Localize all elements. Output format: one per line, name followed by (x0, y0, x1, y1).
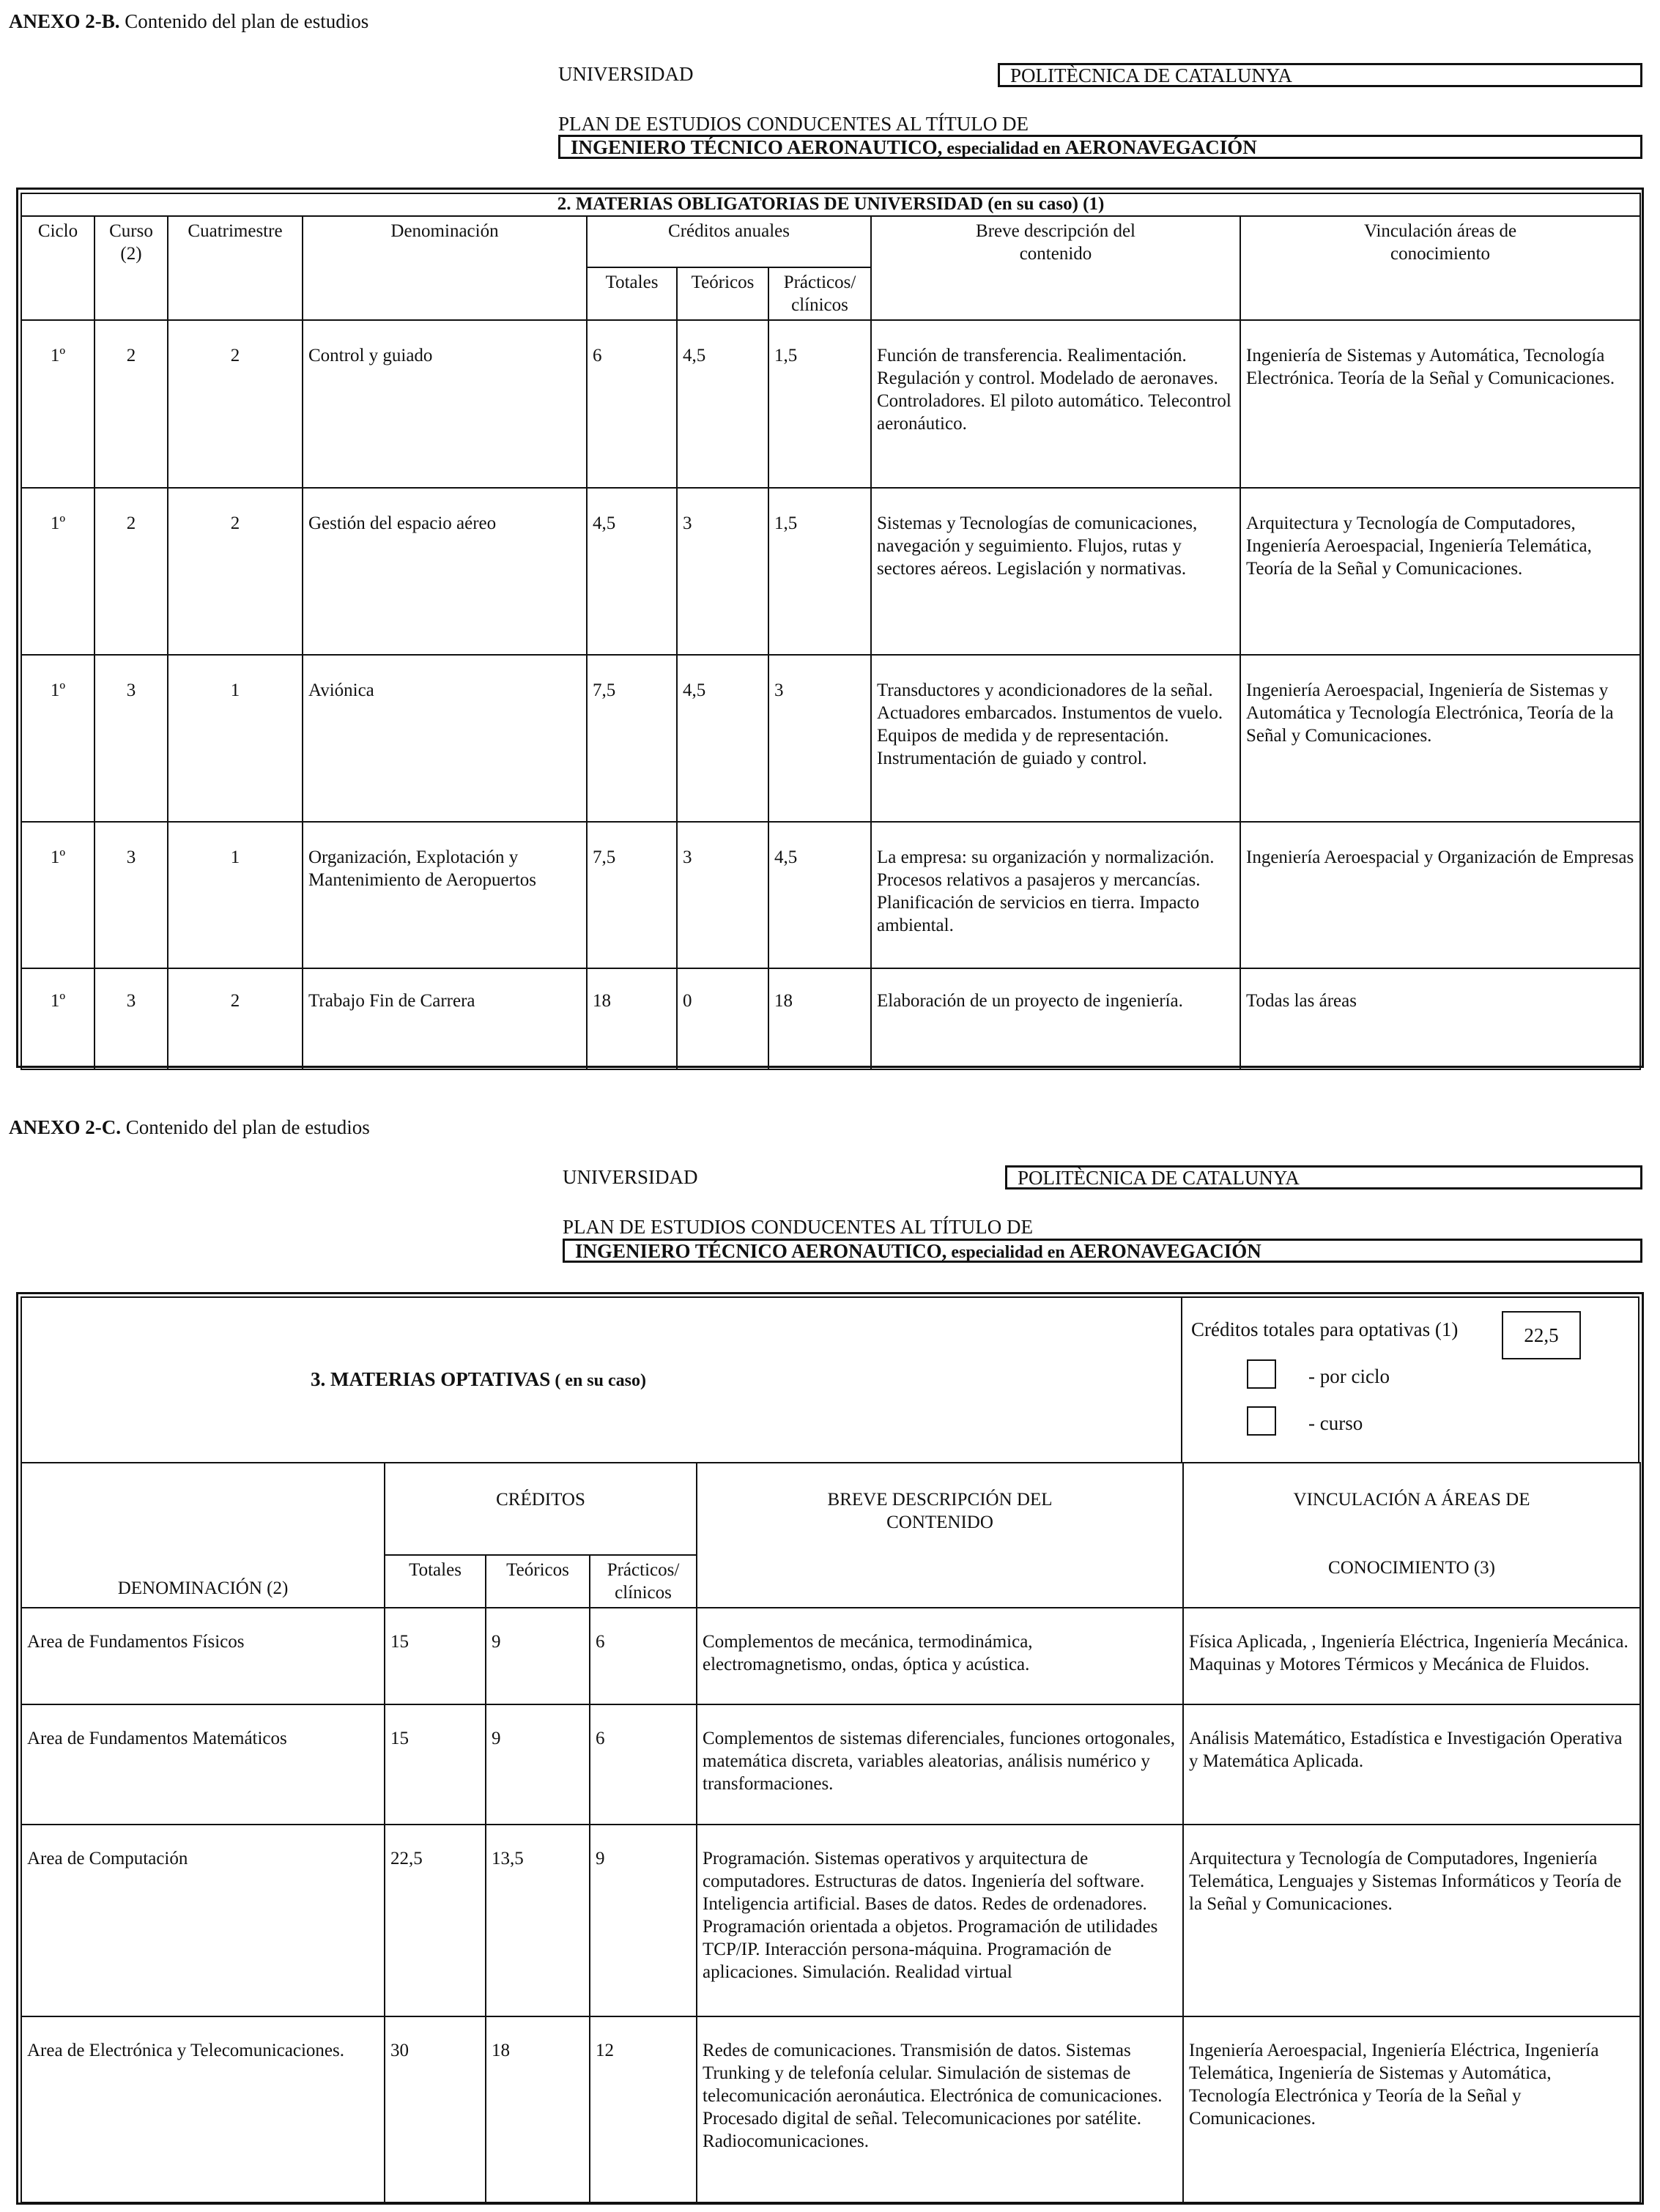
cell-practicos: 12 (590, 2016, 697, 2202)
header-denominacion-c: DENOMINACIÓN (2) (21, 1463, 385, 1608)
cell-vinculacion: Ingeniería Aeroespacial, Ingeniería Eléctrica, Ingeniería Telemática, Ingeniería de Sistemas y Automática, Tecnología Electrónica y Teoría de la Señal y Comunicaciones. (1183, 2016, 1640, 2202)
creditos-totales-label: Créditos totales para optativas (1) (1191, 1318, 1459, 1340)
cell-practicos: 1,5 (768, 320, 871, 488)
cell-practicos: 3 (768, 655, 871, 822)
cell-descripcion: Función de transferencia. Realimentación. Regulación y control. Modelado de aeronaves. Controladores. El piloto automático. Telecontrol aeronáutico. (871, 320, 1240, 488)
header-teoricos-c: Teóricos (486, 1555, 590, 1608)
cell-practicos: 6 (590, 1608, 697, 1704)
cell-curso: 3 (95, 822, 168, 968)
universidad-label-c: UNIVERSIDAD (563, 1166, 698, 1188)
por-ciclo-checkbox[interactable] (1247, 1359, 1276, 1389)
cell-teoricos: 4,5 (677, 320, 768, 488)
cell-vinculacion: Análisis Matemático, Estadística e Investigación Operativa y Matemática Aplicada. (1183, 1704, 1640, 1825)
degree-title-c: INGENIERO TÉCNICO AERONAUTICO, especialidad en AERONAVEGACIÓN (563, 1239, 1642, 1263)
cell-totales: 7,5 (587, 655, 677, 822)
cell-curso: 3 (95, 968, 168, 1069)
header-curso: Curso (2) (95, 216, 168, 320)
cell-cuatrimestre: 1 (168, 655, 303, 822)
header-denominacion: Denominación (303, 216, 587, 320)
cell-denominacion: Aviónica (303, 655, 587, 822)
cell-denominacion: Area de Fundamentos Matemáticos (21, 1704, 385, 1825)
cell-practicos: 4,5 (768, 822, 871, 968)
cell-denominacion: Trabajo Fin de Carrera (303, 968, 587, 1069)
header-totales-c: Totales (385, 1555, 486, 1608)
plan-label-c: PLAN DE ESTUDIOS CONDUCENTES AL TÍTULO DE (563, 1216, 1033, 1238)
cell-teoricos: 9 (486, 1608, 590, 1704)
table-row (21, 655, 1640, 822)
cell-descripcion: Elaboración de un proyecto de ingeniería. (871, 968, 1240, 1069)
cell-practicos: 18 (768, 968, 871, 1069)
cell-totales: 18 (587, 968, 677, 1069)
cell-cuatrimestre: 2 (168, 968, 303, 1069)
header-practicos: Prácticos/ clínicos (768, 267, 871, 320)
cell-ciclo: 1º (21, 488, 95, 655)
table-row (21, 1608, 1640, 1704)
cell-totales: 22,5 (385, 1825, 486, 2016)
cell-denominacion: Organización, Explotación y Mantenimiento de Aeropuertos (303, 822, 587, 968)
cell-descripcion: La empresa: su organización y normalización. Procesos relativos a pasajeros y mercancías. Planificación de servicios en tierra. Impacto ambiental. (871, 822, 1240, 968)
cell-teoricos: 18 (486, 2016, 590, 2202)
table-row (21, 320, 1640, 488)
cell-ciclo: 1º (21, 320, 95, 488)
cell-teoricos: 9 (486, 1704, 590, 1825)
cell-teoricos: 4,5 (677, 655, 768, 822)
annex-b-table (21, 193, 1641, 1070)
cell-denominacion: Area de Computación (21, 1825, 385, 2016)
cell-denominacion: Area de Fundamentos Físicos (21, 1608, 385, 1704)
cell-teoricos: 13,5 (486, 1825, 590, 2016)
cell-cuatrimestre: 1 (168, 822, 303, 968)
cell-denominacion: Area de Electrónica y Telecomunicaciones. (21, 2016, 385, 2202)
cell-ciclo: 1º (21, 822, 95, 968)
header-vinculacion-c (1183, 1463, 1640, 1608)
table-row (21, 968, 1640, 1069)
por-ciclo-label: - por ciclo (1308, 1365, 1390, 1387)
table-row (21, 2016, 1640, 2202)
header-ciclo: Ciclo (21, 216, 95, 320)
cell-teoricos: 3 (677, 488, 768, 655)
annex-c-heading: ANEXO 2-C. Contenido del plan de estudios (9, 1116, 370, 1138)
header-teoricos: Teóricos (677, 267, 768, 320)
cell-curso: 2 (95, 488, 168, 655)
cell-teoricos: 3 (677, 822, 768, 968)
cell-totales: 7,5 (587, 822, 677, 968)
cell-vinculacion: Todas las áreas (1240, 968, 1640, 1069)
cell-descripcion: Sistemas y Tecnologías de comunicaciones, navegación y seguimiento. Flujos, rutas y sectores aéreos. Legislación y normativas. (871, 488, 1240, 655)
cell-vinculacion: Física Aplicada, , Ingeniería Eléctrica, Ingeniería Mecánica. Maquinas y Motores Térmicos y Mecánica de Fluidos. (1183, 1608, 1640, 1704)
plan-label: PLAN DE ESTUDIOS CONDUCENTES AL TÍTULO DE (558, 113, 1029, 135)
cell-curso: 2 (95, 320, 168, 488)
table-row (21, 1825, 1640, 2016)
cell-totales: 4,5 (587, 488, 677, 655)
cell-vinculacion: Arquitectura y Tecnología de Computadores, Ingeniería Aeroespacial, Ingeniería Telemática, Teoría de la Señal y Comunicaciones. (1240, 488, 1640, 655)
cell-vinculacion: Ingeniería de Sistemas y Automática, Tecnología Electrónica. Teoría de la Señal y Comunicaciones. (1240, 320, 1640, 488)
annex-b-table-title: 2. MATERIAS OBLIGATORIAS DE UNIVERSIDAD (en su caso) (1) (21, 193, 1640, 216)
header-cuatrimestre: Cuatrimestre (168, 216, 303, 320)
creditos-totales-value: 22,5 (1502, 1311, 1581, 1359)
cell-descripcion: Programación. Sistemas operativos y arquitectura de computadores. Estructuras de datos. Ingeniería del software. Inteligencia artificial. Bases de datos. Redes de ordenadores. Programación orientada a objetos. Programación de utilidades TCP/IP. Interacción persona-máquina. Programación de aplicaciones. Simulación. Realidad virtual (697, 1825, 1183, 2016)
cell-cuatrimestre: 2 (168, 488, 303, 655)
cell-denominacion: Gestión del espacio aéreo (303, 488, 587, 655)
header-descripcion-c: BREVE DESCRIPCIÓN DEL CONTENIDO (697, 1463, 1183, 1608)
cell-totales: 15 (385, 1608, 486, 1704)
cell-totales: 15 (385, 1704, 486, 1825)
cell-practicos: 9 (590, 1825, 697, 2016)
table-row (21, 1704, 1640, 1825)
cell-teoricos: 0 (677, 968, 768, 1069)
cell-denominacion: Control y guiado (303, 320, 587, 488)
header-vinculacion: Vinculación áreas de conocimiento (1240, 216, 1640, 320)
cell-practicos: 6 (590, 1704, 697, 1825)
cell-curso: 3 (95, 655, 168, 822)
table-row (21, 822, 1640, 968)
header-descripcion: Breve descripción del contenido (871, 216, 1240, 320)
degree-title: INGENIERO TÉCNICO AERONAUTICO, especialidad en AERONAVEGACIÓN (558, 135, 1642, 159)
header-totales: Totales (587, 267, 677, 320)
universidad-value-c: POLITÈCNICA DE CATALUNYA (1005, 1165, 1642, 1189)
header-vinculacion-bottom: CONOCIMIENTO (3) (1328, 1558, 1496, 1578)
cell-descripcion: Transductores y acondicionadores de la señal. Actuadores embarcados. Instumentos de vuelo. Equipos de medida y de representación. Instrumentación de guiado y control. (871, 655, 1240, 822)
universidad-value: POLITÈCNICA DE CATALUNYA (998, 63, 1642, 87)
cell-totales: 30 (385, 2016, 486, 2202)
cell-cuatrimestre: 2 (168, 320, 303, 488)
cell-ciclo: 1º (21, 655, 95, 822)
cell-vinculacion: Ingeniería Aeroespacial, Ingeniería de Sistemas y Automática y Tecnología Electrónica, Teoría de la Señal y Comunicaciones. (1240, 655, 1640, 822)
cell-descripcion: Redes de comunicaciones. Transmisión de datos. Sistemas Trunking y de telefonía celular. Simulación de sistemas de telecomunicación aeronáutica. Electrónica de comunicaciones. Procesado digital de señal. Telecomunicaciones por satélite. Radiocomunicaciones. (697, 2016, 1183, 2202)
header-creditos-anuales: Créditos anuales (587, 216, 871, 267)
cell-practicos: 1,5 (768, 488, 871, 655)
cell-totales: 6 (587, 320, 677, 488)
annex-c-table (21, 1462, 1641, 2203)
universidad-label: UNIVERSIDAD (558, 63, 694, 85)
header-vinculacion-top: VINCULACIÓN A ÁREAS DE (1293, 1490, 1530, 1510)
header-practicos-c: Prácticos/ clínicos (590, 1555, 697, 1608)
cell-ciclo: 1º (21, 968, 95, 1069)
curso-checkbox[interactable] (1247, 1406, 1276, 1436)
cell-vinculacion: Arquitectura y Tecnología de Computadores, Ingeniería Telemática, Lenguajes y Sistemas Informáticos y Teoría de la Señal y Comunicaciones. (1183, 1825, 1640, 2016)
cell-vinculacion: Ingeniería Aeroespacial y Organización de Empresas (1240, 822, 1640, 968)
header-creditos-c: CRÉDITOS (385, 1463, 697, 1555)
annex-b-heading: ANEXO 2-B. Contenido del plan de estudios (9, 10, 369, 32)
optativas-header-divider (1181, 1296, 1182, 1463)
table-row (21, 488, 1640, 655)
section-title: 3. MATERIAS OPTATIVAS ( en su caso) (311, 1368, 646, 1390)
curso-label: - curso (1308, 1412, 1363, 1434)
cell-descripcion: Complementos de mecánica, termodinámica, electromagnetismo, ondas, óptica y acústica. (697, 1608, 1183, 1704)
cell-descripcion: Complementos de sistemas diferenciales, funciones ortogonales, matemática discreta, variables aleatorias, análisis numérico y transformaciones. (697, 1704, 1183, 1825)
